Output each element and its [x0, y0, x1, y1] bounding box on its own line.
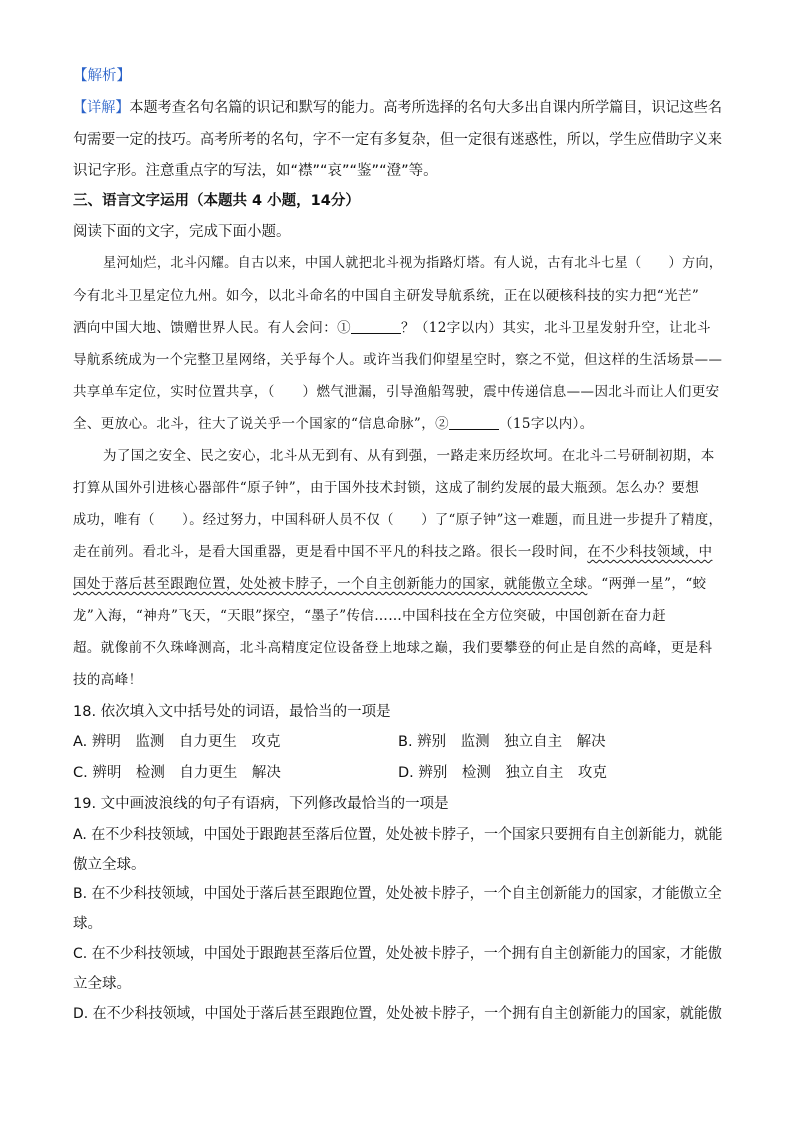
- section-instruction: 阅读下面的文字，完成下面小题。: [73, 224, 291, 240]
- passage-p2-line-5: 国处于落后甚至跟跑位置，处处被卡脖子，一个自主创新能力的国家，就能傲立全球。“两弹一星”，“蛟: [73, 576, 707, 592]
- analysis-label: 【解析】: [73, 68, 131, 84]
- passage-p1-line-6: 全、更放心。北斗，往大了说关乎一个国家的“信息命脉”，② （15字以内）。: [73, 416, 594, 432]
- q18-option-a: A. 辨明 监测 自力更生 攻克: [73, 734, 281, 750]
- passage-p1-line-2: 今有北斗卫星定位九州。如今，以北斗命名的中国自主研发导航系统，正在以硬核科技的实力把“光芒”: [73, 288, 700, 304]
- passage-p1-line-4: 导航系统成为一个完整卫星网络，关乎每个人。或许当我们仰望星空时，察之不觉，但这样的生活场景——: [73, 352, 723, 368]
- q19-stem: 19. 文中画波浪线的句子有语病，下列修改最恰当的一项是: [73, 796, 449, 812]
- blank-2: [449, 415, 499, 430]
- wavy-underlined-sentence-part-2: 国处于落后甚至跟跑位置，处处被卡脖子，一个自主创新能力的国家，就能傲立全球: [73, 576, 588, 592]
- q19-option-c-line-1: C. 在不少科技领域，中国处于跟跑甚至落后位置，处处被卡脖子，一个拥有自主创新能力的国家，才能傲: [73, 946, 722, 962]
- passage-p2-line-8: 技的高峰！: [73, 672, 143, 688]
- analysis-detail-line-3: 识记字形。注意重点字的写法，如“襟”“哀”“鉴”“澄”等。: [73, 163, 438, 179]
- passage-p2-line-4: 走在前列。看北斗，是看大国重器，更是看中国不平凡的科技之路。很长一段时间，在不少科技领域，中: [73, 544, 713, 560]
- wavy-underlined-sentence-part-1: 在不少科技领域，中: [587, 544, 713, 560]
- detail-label: 【详解】: [73, 100, 130, 116]
- passage-p1-line-3: 洒向中国大地、馈赠世界人民。有人会问：① ？（12字以内）其实，北斗卫星发射升空，让北斗: [73, 320, 711, 336]
- q18-option-c: C. 辨明 检测 自力更生 解决: [73, 765, 281, 781]
- q19-option-a-line-2: 傲立全球。: [73, 857, 146, 873]
- analysis-detail-line-1: 【详解】本题考查名句名篇的识记和默写的能力。高考所选择的名句大多出自课内所学篇目，识记这些名: [73, 100, 722, 116]
- passage-p2-line-3: 成功，唯有（ ）。经过努力，中国科研人员不仅（ ）了“原子钟”这一难题，而且进一步提升了精度，: [73, 512, 723, 528]
- passage-p2-line-7: 超。就像前不久珠峰测高，北斗高精度定位设备登上地球之巅，我们要攀登的何止是自然的高峰，更是科: [73, 640, 713, 656]
- q18-option-b: B. 辨别 监测 独立自主 解决: [398, 734, 606, 750]
- q18-stem: 18. 依次填入文中括号处的词语，最恰当的一项是: [73, 704, 391, 720]
- q19-option-a-line-1: A. 在不少科技领域，中国处于跟跑甚至落后位置，处处被卡脖子，一个国家只要拥有自主创新能力，就能: [73, 827, 723, 843]
- q18-option-d: D. 辨别 检测 独立自主 攻克: [398, 765, 607, 781]
- passage-p1-line-1: 星河灿烂，北斗闪耀。自古以来，中国人就把北斗视为指路灯塔。有人说，古有北斗七星（ ）方向，: [103, 255, 723, 271]
- passage-p2-line-1: 为了国之安全、民之安心，北斗从无到有、从有到强，一路走来历经坎坷。在北斗二号研制初期，本: [103, 448, 715, 464]
- passage-p1-line-5: 共享单车定位，实时位置共享，（ ）燃气泄漏，引导渔船驾驶，震中传递信息——因北斗而让人们更安: [73, 384, 720, 400]
- q19-option-c-line-2: 立全球。: [73, 976, 131, 992]
- passage-p2-line-2: 打算从国外引进核心器部件“原子钟”，由于国外技术封锁，这成了制约发展的最大瓶颈。怎么办？要想: [73, 480, 700, 496]
- analysis-detail-line-2: 句需要一定的技巧。高考所考的名句，字不一定有多复杂，但一定很有迷惑性，所以，学生应借助字义来: [73, 132, 722, 148]
- q19-option-b-line-1: B. 在不少科技领域，中国处于落后甚至跟跑位置，处处被卡脖子，一个自主创新能力的国家，才能傲立全: [73, 886, 722, 902]
- section-title: 三、语言文字运用（本题共 4 小题，14分）: [73, 193, 360, 209]
- blank-1: [351, 319, 401, 334]
- q19-option-d-line-1: D. 在不少科技领域，中国处于落后甚至跟跑位置，处处被卡脖子，一个拥有自主创新能力的国家，就能傲: [73, 1006, 722, 1022]
- q19-option-b-line-2: 球。: [73, 916, 102, 932]
- passage-p2-line-6: 龙”入海，“神舟”飞天，“天眼”探空，“墨子”传信……中国科技在全方位突破，中国创新在奋力赶: [73, 608, 667, 624]
